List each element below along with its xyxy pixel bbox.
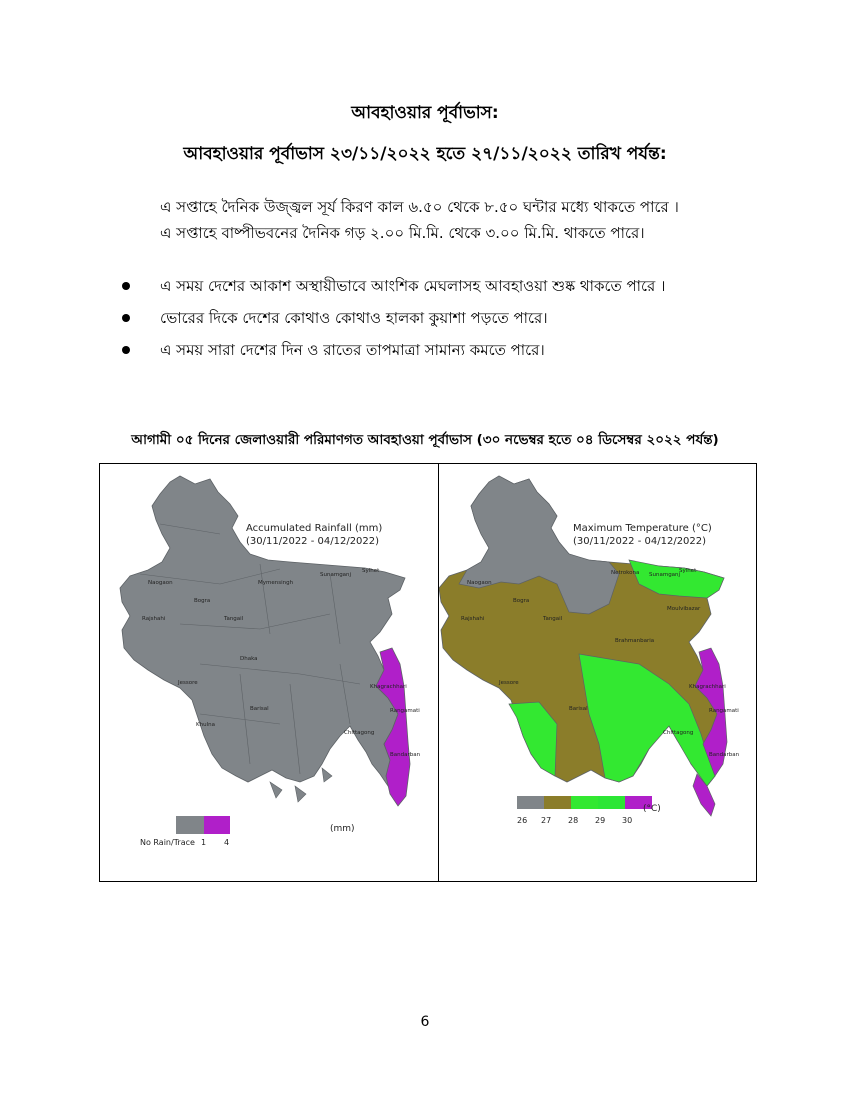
heading: আবহাওয়ার পূর্বাভাস: xyxy=(351,103,499,123)
map-district-label: Bandarban xyxy=(709,752,740,758)
paragraph-sunshine: এ সপ্তাহে দৈনিক উজ্জ্বল সূর্য কিরণ কাল ৬.৫০ থেকে ৮.৫০ ঘন্টার মধ্যে থাকতে পারে । xyxy=(160,198,679,216)
map-district-label: Barisal xyxy=(250,706,269,712)
map-district-label: Tangail xyxy=(543,616,563,622)
legend-label: 27 xyxy=(541,816,552,825)
bullet-dot xyxy=(122,282,130,290)
map-district-label: Netrokona xyxy=(611,570,640,576)
temperature-legend xyxy=(517,796,737,836)
map-district-label: Moulvibazar xyxy=(667,606,701,612)
temperature-unit: (°C) xyxy=(643,804,661,814)
map-district-label: Sylhet xyxy=(362,568,380,574)
legend-swatch-no-rain xyxy=(176,816,204,834)
map-district-label: Tangail xyxy=(224,616,244,622)
map-district-label: Sunamganj xyxy=(649,572,681,578)
rainfall-map-title-line1: Accumulated Rainfall (mm) xyxy=(246,523,383,534)
temperature-map-title-line1: Maximum Temperature (°C) xyxy=(573,523,712,534)
map-district-label: Brahmanbaria xyxy=(615,638,655,644)
map-district-label: Barisal xyxy=(569,706,588,712)
map-district-label: Sunamganj xyxy=(320,572,352,578)
map-district-label: Bandarban xyxy=(390,752,421,758)
map-district-label: Naogaon xyxy=(148,580,173,586)
bullet-dot xyxy=(122,314,130,322)
map-district-label: Khulna xyxy=(196,722,215,728)
page-number: 6 xyxy=(420,1014,430,1030)
legend-swatch-27 xyxy=(544,796,571,809)
map-district-label: Rajshahi xyxy=(142,616,166,622)
map-district-label: Chittagong xyxy=(344,730,375,736)
temperature-map-title-line2: (30/11/2022 - 04/12/2022) xyxy=(573,536,707,547)
bullet-item: ভোরের দিকে দেশের কোথাও কোথাও হালকা কুয়াশা পড়তে পারে। xyxy=(160,309,548,327)
rainfall-map-panel xyxy=(100,464,438,881)
map-district-label: Khagrachhari xyxy=(370,684,407,690)
legend-label: 1 xyxy=(201,838,207,847)
subheading: আবহাওয়ার পূর্বাভাস ২৩/১১/২০২২ হতে ২৭/১১/২০২২ তারিখ পর্যন্ত: xyxy=(183,144,667,164)
legend-label: No Rain/Trace xyxy=(140,838,195,847)
map-district-label: Bogra xyxy=(194,598,211,604)
paragraph-evaporation: এ সপ্তাহে বাষ্পীভবনের দৈনিক গড় ২.০০ মি.মি. থেকে ৩.০০ মি.মি. থাকতে পারে। xyxy=(160,224,645,242)
temperature-map-panel xyxy=(439,464,757,881)
rainfall-unit: (mm) xyxy=(330,824,355,834)
rainfall-map-title-line2: (30/11/2022 - 04/12/2022) xyxy=(246,536,380,547)
map-district-label: Sylhet xyxy=(679,568,697,574)
map-district-label: Khagrachhari xyxy=(689,684,726,690)
maps-title: আগামী ০৫ দিনের জেলাওয়ারী পরিমাণগত আবহাওয়া পূর্বাভাস (৩০ নভেম্বর হতে ০৪ ডিসেম্বর ২০২২ পর্যন্ত) xyxy=(131,432,719,448)
rainfall-map-title xyxy=(246,522,382,548)
legend-label: 4 xyxy=(224,838,230,847)
map-district-label: Dhaka xyxy=(240,656,258,662)
legend-label: 29 xyxy=(595,816,606,825)
legend-label: 30 xyxy=(622,816,633,825)
map-district-label: Chittagong xyxy=(663,730,694,736)
bullet-item: এ সময় দেশের আকাশ অস্থায়ীভাবে আংশিক মেঘলাসহ আবহাওয়া শুষ্ক থাকতে পারে । xyxy=(160,277,666,295)
rainfall-legend xyxy=(140,816,336,856)
map-district-label: Naogaon xyxy=(467,580,492,586)
legend-swatch-28 xyxy=(571,796,598,809)
legend-label: 28 xyxy=(568,816,579,825)
legend-swatch-29 xyxy=(598,796,625,809)
bullet-dot xyxy=(122,346,130,354)
map-district-label: Jessore xyxy=(499,680,519,686)
bullet-item: এ সময় সারা দেশের দিন ও রাতের তাপমাত্রা সামান্য কমতে পারে। xyxy=(160,341,545,359)
map-district-label: Mymensingh xyxy=(258,580,294,586)
map-district-label: Rangamati xyxy=(390,708,420,714)
legend-swatch-26 xyxy=(517,796,544,809)
map-frame xyxy=(99,463,757,882)
map-district-label: Rangamati xyxy=(709,708,739,714)
legend-swatch-rain xyxy=(204,816,230,834)
map-district-label: Rajshahi xyxy=(461,616,485,622)
legend-label: 26 xyxy=(517,816,528,825)
map-district-label: Bogra xyxy=(513,598,530,604)
map-district-label: Jessore xyxy=(178,680,198,686)
temperature-map-title xyxy=(573,522,712,548)
